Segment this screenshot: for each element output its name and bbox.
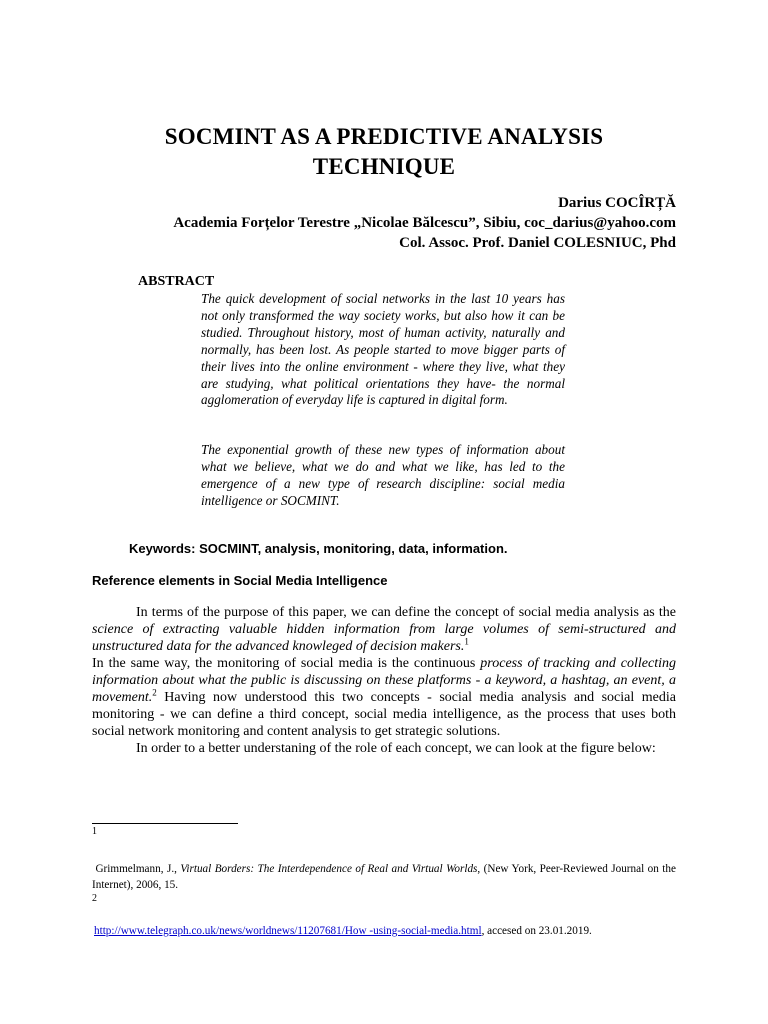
para1-italic-period: . xyxy=(148,690,153,705)
footnote-ref-1: 1 xyxy=(464,636,469,647)
coordinator-name: Col. Assoc. Prof. Daniel COLESNIUC, Phd xyxy=(399,235,676,251)
para1-text-h: Having now understood this two concepts - social media analysis and social media monitoring - we can define a third concept, social media intelligence, as the process that uses both social network monitoring and content analysis to get strategic solutions. xyxy=(92,690,676,739)
footnote-2-accessed: , accesed on 23.01.2019. xyxy=(481,925,592,937)
footnote-1-number: 1 xyxy=(92,826,97,837)
footnote-1-title: Virtual Borders: The Interdependence of Real and Virtual Worlds xyxy=(180,863,478,875)
section-heading: Reference elements in Social Media Intelligence xyxy=(92,573,388,588)
body-paragraph-2: In order to a better understaning of the role of each concept, we can look at the figure below: xyxy=(136,741,656,756)
footnote-separator xyxy=(92,823,238,824)
footnote-1-source: , (New York, Peer-Reviewed Journal on the Internet), 2006, 15. xyxy=(92,863,676,891)
para1-italic-monitoring: process of tracking and collecting information about what the public is discussing on these platforms - a keyword, a hashtag, an event, a movement xyxy=(92,656,676,705)
author-affiliation: Academia Forțelor Terestre „Nicolae Bălcescu”, Sibiu, coc_darius@yahoo.com xyxy=(173,215,676,231)
footnote-2-link[interactable]: http://www.telegraph.co.uk/news/worldnews/11207681/How -using-social-media.html xyxy=(94,925,482,937)
footnote-2-number: 2 xyxy=(92,893,97,904)
para1-text-d: In the same way, the monitoring of social media is the continuous xyxy=(92,656,481,671)
footnote-2-text xyxy=(94,923,678,939)
page-title-line-1: SOCMINT AS A PREDICTIVE ANALYSIS xyxy=(164,124,604,149)
abstract-paragraph-2: The exponential growth of these new types of information about what we believe, what we do and what we like, has led to the emergence of a new type of research discipline: social media intelligence or SOCMINT. xyxy=(201,442,565,508)
abstract-paragraph-1: The quick development of social networks in the last 10 years has not only transformed the way society works, but also how it can be studied. Throughout history, most of human activity, naturally and normally, has been lost. As people started to move bigger parts of their lives into the online environment - where they live, what they are studying, what political orientations they have- the normal agglomeration of everyday life is captured in digital form. xyxy=(201,291,565,408)
body-text xyxy=(92,604,676,757)
page-title-line-2: TECHNIQUE xyxy=(312,154,456,179)
footnote-ref-2: 2 xyxy=(152,687,157,698)
body-paragraph-1 xyxy=(92,604,676,740)
para1-text-a: In terms of the purpose of this paper, we can define the concept of social media analysis as the xyxy=(136,605,676,620)
footnote-1-author: Grimmelmann, J., xyxy=(95,863,181,875)
keywords-line: Keywords: SOCMINT, analysis, monitoring, data, information. xyxy=(129,541,508,556)
para1-italic-definition: science of extracting valuable hidden information from large volumes of semi-structured and unstructured data for the advanced knowleged of decision makers. xyxy=(92,622,676,654)
footnote-1-text xyxy=(92,861,676,893)
abstract-heading: ABSTRACT xyxy=(138,274,215,289)
author-name: Darius COCÎRȚĂ xyxy=(558,195,676,211)
